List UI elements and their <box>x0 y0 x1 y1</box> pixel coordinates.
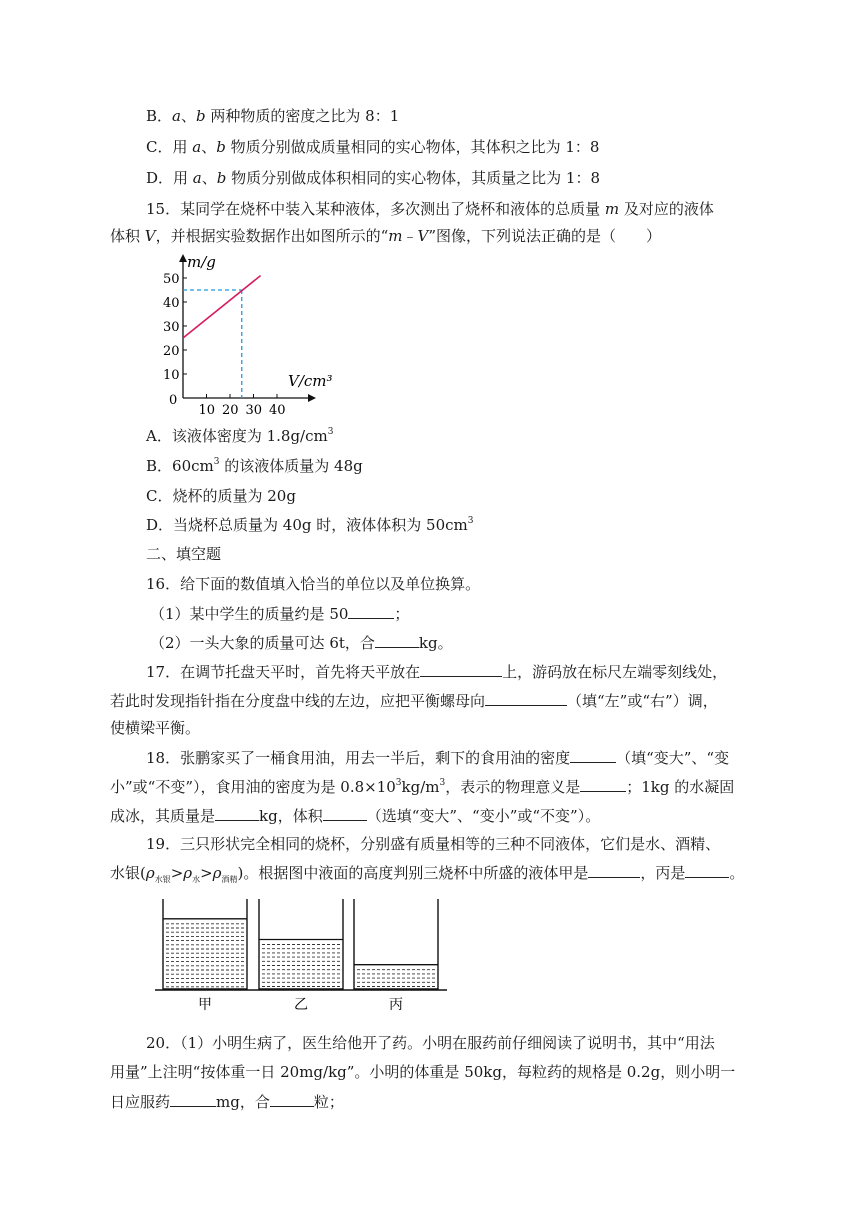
x-tick-label: 30 <box>245 403 263 415</box>
x-tick-label: 20 <box>222 403 239 415</box>
answer-blank[interactable] <box>420 660 502 677</box>
q17-line3: 使横梁平衡。 <box>110 719 201 737</box>
q15-option-b: B．$60cm^3$ 的该液体质量为 48g <box>146 457 363 475</box>
origin-label: 0 <box>169 393 178 408</box>
answer-blank[interactable] <box>270 1090 314 1107</box>
section-heading: 二、填空题 <box>146 545 222 563</box>
mv-chart <box>158 253 338 415</box>
q18-line3: 成冰，其质量是 kg，体积 （选填“变大”、“变小”或“不变”）。 <box>110 804 600 827</box>
beaker-label: 乙 <box>294 997 308 1013</box>
q15-option-d: D．当烧杯总质量为 40g 时，液体体积为 $50cm^3$ <box>146 516 474 534</box>
q15-stem-line2: 体积 V，并根据实验数据作出如图所示的“m﹣V”图像，下列说法正确的是（ ） <box>110 227 662 245</box>
beaker-label: 丙 <box>389 997 403 1013</box>
x-axis-label: V/cm³ <box>288 372 333 390</box>
answer-blank[interactable] <box>685 861 729 878</box>
q16-part2: （2）一头大象的质量可达 6t，合 kg。 <box>150 631 453 654</box>
answer-blank[interactable] <box>170 1090 216 1107</box>
beakers-figure <box>155 895 450 1015</box>
answer-blank[interactable] <box>588 861 640 878</box>
q18-line1: 18．张鹏家买了一桶食用油，用去一半后，剩下的食用油的密度 （填“变大”、“变 <box>146 746 729 769</box>
q20-line1: 20．（1）小明生病了，医生给他开了药。小明在服药前仔细阅读了说明书，其中“用法 <box>146 1034 715 1052</box>
answer-blank[interactable] <box>570 746 616 763</box>
y-axis-label: m/g <box>187 253 216 271</box>
q17-line2: 若此时发现指针指在分度盘中线的左边，应把平衡螺母向 （填“左”或“右”）调， <box>110 689 718 712</box>
y-tick-label: 20 <box>163 344 180 359</box>
series-line <box>183 276 261 338</box>
q16-part1: （1）某中学生的质量约是 50 ； <box>150 602 409 625</box>
x-tick-label: 10 <box>198 403 216 415</box>
y-tick-label: 40 <box>163 296 180 311</box>
answer-blank[interactable] <box>580 775 626 792</box>
answer-blank[interactable] <box>348 602 394 619</box>
q15-option-a: A．该液体密度为 $1.8g/cm^3$ <box>146 427 334 445</box>
q14-option-b: B．a、b 两种物质的密度之比为 8：1 <box>146 107 400 125</box>
q20-line3: 日应服药 mg，合 粒； <box>110 1090 344 1113</box>
y-tick-label: 30 <box>163 320 180 335</box>
beaker <box>163 899 247 989</box>
y-tick-label: 10 <box>163 368 180 383</box>
beaker <box>259 899 343 989</box>
q14-option-d: D．用 a、b 物质分别做成体积相同的实心物体，其质量之比为 1：8 <box>146 169 601 187</box>
q15-stem-line1: 15．某同学在烧杯中装入某种液体，多次测出了烧杯和液体的总质量 m 及对应的液体 <box>146 200 714 218</box>
y-axis-arrow <box>179 254 187 262</box>
x-tick-label: 40 <box>269 403 286 415</box>
beaker <box>354 899 438 989</box>
answer-blank[interactable] <box>215 804 259 821</box>
x-axis-arrow <box>308 394 316 402</box>
q18-line2: 小”或“不变”），食用油的密度为是 $0.8\times 10^3kg/m^3$，表示的物理意义是 ；1kg 的水凝固 <box>110 775 734 798</box>
q16-stem: 16．给下面的数值填入恰当的单位以及单位换算。 <box>146 575 481 593</box>
q19-line1: 19．三只形状完全相同的烧杯，分别盛有质量相等的三种不同液体，它们是水、酒精、 <box>146 835 721 853</box>
answer-blank[interactable] <box>485 689 567 706</box>
q15-option-c: C．烧杯的质量为 20g <box>146 487 296 505</box>
q14-option-c: C．用 a、b 物质分别做成质量相同的实心物体，其体积之比为 1：8 <box>146 138 600 156</box>
q20-line2: 用量”上注明“按体重一日 20mg/kg”。小明的体重是 50kg，每粒药的规格是 0.2g，则小明一 <box>110 1063 736 1081</box>
beaker-label: 甲 <box>198 997 212 1013</box>
answer-blank[interactable] <box>323 804 367 821</box>
q19-line2: 水银$(\rho_{水银}>\rho_水>\rho_{酒精})$。根据图中液面的高度判别三烧杯中所盛的液体甲是 ，丙是 。 <box>110 861 744 884</box>
q17-line1: 17．在调节托盘天平时，首先将天平放在 上，游码放在标尺左端零刻线处， <box>146 660 727 683</box>
answer-blank[interactable] <box>375 631 419 648</box>
y-tick-label: 50 <box>163 272 180 287</box>
